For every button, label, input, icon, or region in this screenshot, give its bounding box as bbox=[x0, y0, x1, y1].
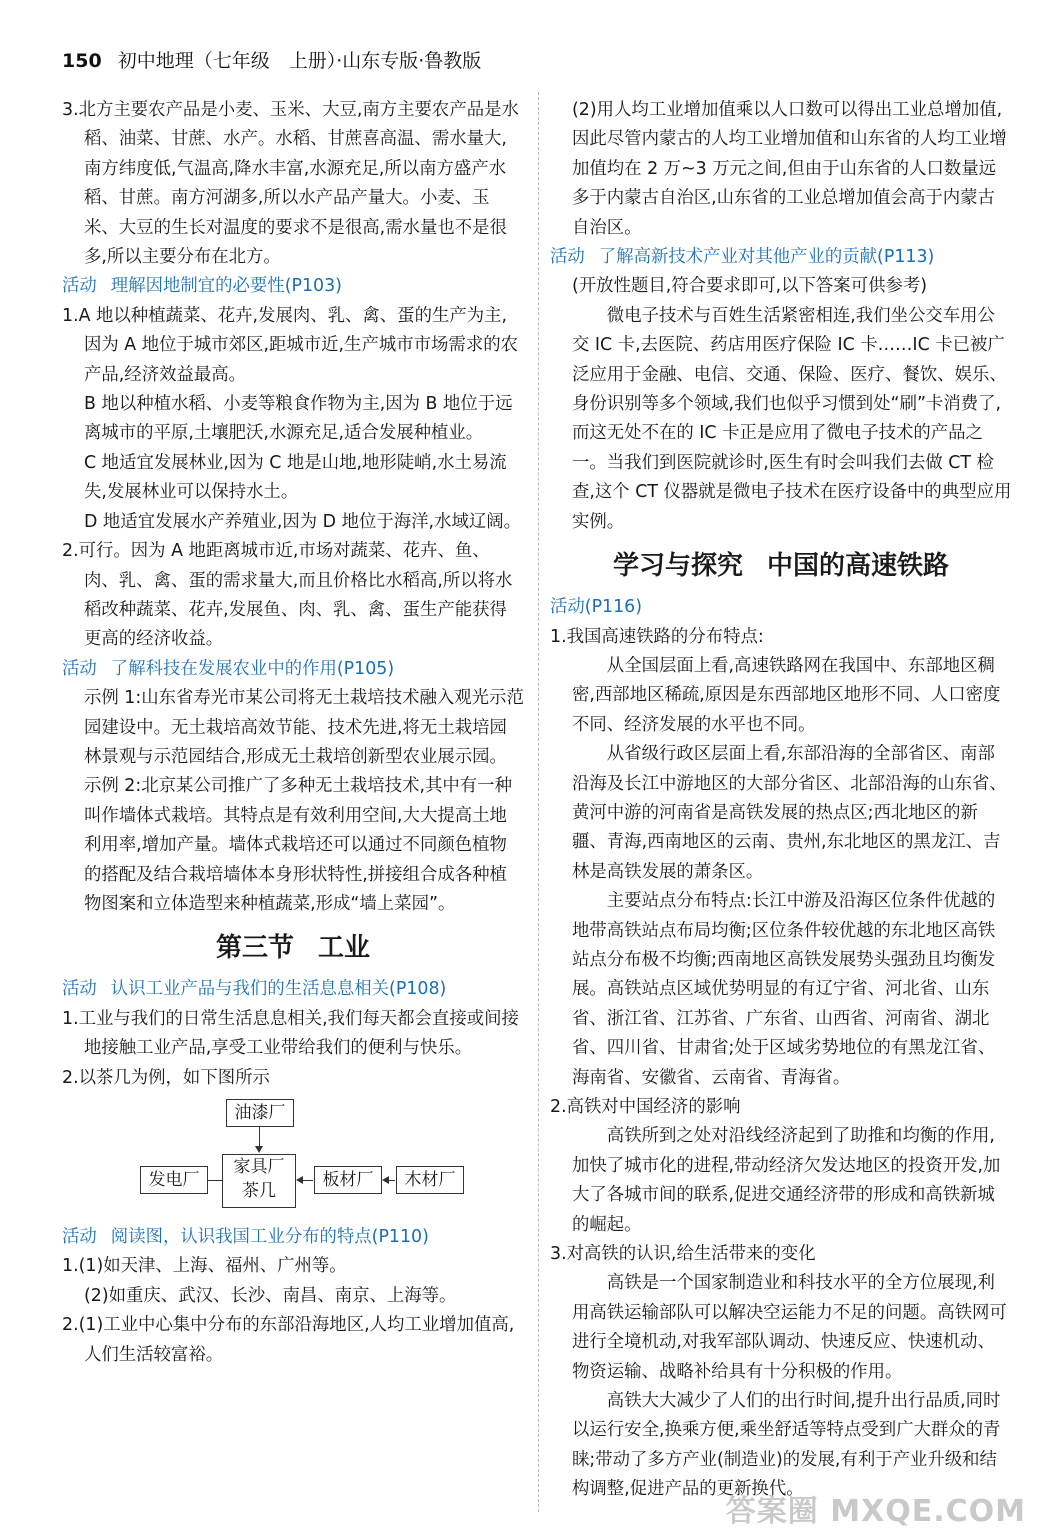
activity-tag: 活动 bbox=[62, 979, 97, 1000]
activity-tag: 活动 bbox=[550, 247, 585, 268]
power-plant-box: 发电厂 bbox=[140, 1166, 208, 1194]
arrow-head bbox=[255, 1146, 263, 1153]
section-title bbox=[62, 923, 524, 973]
answer-paragraph: (2)用人均工业增加值乘以人口数可以得出工业总增加值,因此尽管内蒙古的人均工业增加值和山东省的人均工业增加值均在 2 万~3 万元之间,但由于山东省的人口数量远多于内蒙古自治区,山东省的工业总增加值会高于内蒙古自治区。 bbox=[572, 100, 1007, 238]
activity-heading bbox=[62, 975, 524, 1004]
answer-paragraph: 示例 2:北京某公司推广了多种无土栽培技术,其中有一种叫作墙体式栽培。其特点是有效利用空间,大大提高土地利用率,增加产量。墙体式栽培还可以通过不同颜色植物的搭配及结合栽培墙体本身形状特性,拼接组合成各种植物图案和立体造型来种植蔬菜,形成“墙上菜园”。 bbox=[84, 776, 512, 914]
note-text: (开放性题目,符合要求即可,以下答案可供参考) bbox=[572, 276, 928, 297]
activity-tag: 活动 bbox=[62, 276, 97, 297]
page-number: 150 bbox=[62, 50, 102, 72]
arrow-line bbox=[389, 1180, 395, 1181]
activity-heading bbox=[62, 272, 524, 301]
furniture-factory-label: 家具厂 bbox=[233, 1157, 285, 1177]
answer-paragraph: 从全国层面上看,高速铁路网在我国中、东部地区稠密,西部地区稀疏,原因是东西部地区地形不同、人口密度不同、经济发展的水平也不同。 bbox=[572, 655, 1001, 735]
section-title bbox=[550, 541, 1012, 591]
board-factory-box: 板材厂 bbox=[314, 1166, 382, 1194]
activity-tag: 活动(P116) bbox=[550, 597, 643, 618]
paint-factory-box: 油漆厂 bbox=[226, 1099, 294, 1127]
arrow-line bbox=[208, 1180, 222, 1181]
tea-table-label: 茶几 bbox=[242, 1181, 276, 1201]
industry-flow-diagram bbox=[62, 1093, 524, 1223]
answer-paragraph: 高铁大大减少了人们的出行时间,提升出行品质,同时以运行安全,换乘方便,乘坐舒适等特点受到广大群众的青睐;带动了多方产业(制造业)的发展,有利于产业升级和结构调整,促进产品的更新换代。 bbox=[572, 1391, 1001, 1500]
activity-tag: 活动 bbox=[62, 1227, 97, 1247]
column-divider bbox=[538, 92, 539, 1512]
question-heading: 3.对高铁的认识,给生活带来的变化 bbox=[550, 1244, 816, 1265]
answer-paragraph: 2.可行。因为 A 地距离城市近,市场对蔬菜、花卉、鱼、肉、乳、禽、蛋的需求量大,而且价格比水稻高,所以将水稻改种蔬菜、花卉,发展鱼、肉、乳、禽、蛋生产能获得更高的经济收益。 bbox=[62, 541, 513, 650]
activity-heading bbox=[62, 1223, 524, 1252]
section-name: 工业 bbox=[318, 933, 371, 964]
answer-paragraph: 高铁是一个国家制造业和科技水平的全方位展现,利用高铁运输部队可以解决空运能力不足的问题。高铁网可进行全境机动,对我军部队调动、快速反应、快速机动、物资运输、战略补给具有十分积极的作用。 bbox=[572, 1273, 1007, 1382]
answer-paragraph: 2.(1)工业中心集中分布的东部沿海地区,人均工业增加值高,人们生活较富裕。 bbox=[62, 1315, 515, 1365]
activity-tag: 活动 bbox=[62, 658, 97, 679]
arrow-line bbox=[303, 1180, 313, 1181]
answer-paragraph: 从省级行政区层面上看,东部沿海的全部省区、南部沿海及长江中游地区的大部分省区、北部沿海的山东省、黄河中游的河南省是高铁发展的热点区;西北地区的新疆、青海,西南地区的云南、贵州,东北地区的黑龙江、吉林是高铁发展的萧条区。 bbox=[572, 744, 1007, 882]
book-title: 初中地理（七年级 上册）·山东专版·鲁教版 bbox=[117, 50, 482, 72]
answer-paragraph: 1.(1)如天津、上海、福州、广州等。 bbox=[62, 1256, 347, 1277]
answer-paragraph: 3.北方主要农产品是小麦、玉米、大豆,南方主要农产品是水稻、油菜、甘蔗、水产。水稻、甘蔗喜高温、需水量大,南方纬度低,气温高,降水丰富,水源充足,所以南方盛产水稻、甘蔗。南方河湖多,所以水产品产量大。小麦、玉米、大豆的生长对温度的要求不是很高,需水量也不是很多,所以主要分布在北方。 bbox=[62, 100, 519, 268]
activity-title: 阅读图，认识我国工业分布的特点(P110) bbox=[110, 1227, 429, 1247]
activity-title: 了解科技在发展农业中的作用(P105) bbox=[110, 658, 395, 679]
question-heading: 2.高铁对中国经济的影响 bbox=[550, 1097, 741, 1117]
watermark: 答案圈 MXQE.COM bbox=[725, 1494, 1026, 1529]
question-heading: 1.我国高速铁路的分布特点: bbox=[550, 626, 764, 647]
activity-title: 理解因地制宜的必要性(P103) bbox=[110, 276, 342, 297]
answer-paragraph: 示例 1:山东省寿光市某公司将无土栽培技术融入观光示范园建设中。无土栽培高效节能、技术先进,将无土栽培园林景观与示范园结合,形成无土栽培创新型农业展示园。 bbox=[84, 688, 524, 767]
arrow-head bbox=[296, 1176, 303, 1184]
furniture-factory-box bbox=[222, 1154, 296, 1208]
left-column bbox=[62, 96, 524, 1370]
activity-heading bbox=[550, 243, 1012, 272]
activity-title: 认识工业产品与我们的生活息息相关(P108) bbox=[110, 979, 447, 1000]
section-number: 第三节 bbox=[215, 933, 294, 964]
answer-paragraph: D 地适宜发展水产养殖业,因为 D 地位于海洋,水域辽阔。 bbox=[84, 511, 522, 532]
page-header bbox=[62, 46, 481, 73]
section-name: 中国的高速铁路 bbox=[767, 551, 950, 582]
answer-paragraph: 2.以茶几为例，如下图所示 bbox=[62, 1067, 270, 1088]
activity-heading bbox=[550, 593, 1012, 622]
activity-title: 了解高新技术产业对其他产业的贡献(P113) bbox=[598, 247, 935, 268]
answer-paragraph: C 地适宜发展林业,因为 C 地是山地,地形陡峭,水土易流失,发展林业可以保持水土。 bbox=[84, 452, 507, 503]
answer-paragraph: 1.A 地以种植蔬菜、花卉,发展肉、乳、禽、蛋的生产为主,因为 A 地位于城市郊区,距城市近,生产城市市场需求的农产品,经济效益最高。 bbox=[62, 305, 518, 385]
answer-paragraph: 微电子技术与百姓生活紧密相连,我们坐公交车用公交 IC 卡,去医院、药店用医疗保险 IC 卡……IC 卡已被广泛应用于金融、电信、交通、保险、医疗、餐饮、娱乐、身份识别等多个领域,我们也似乎习惯到处“刷”卡消费了,而这无处不在的 IC 卡正是应用了微电子技术的产品之一。当我们到医院就诊时,医生有时会叫我们去做 CT 检查,这个 CT 仪器就是微电子技术在医疗设备中的典型应用实例。 bbox=[572, 305, 1012, 532]
arrow-head bbox=[382, 1176, 389, 1184]
section-label: 学习与探究 bbox=[612, 551, 743, 582]
arrow-line bbox=[259, 1127, 260, 1147]
right-column bbox=[550, 96, 1012, 1505]
activity-heading bbox=[62, 655, 524, 684]
answer-paragraph: 主要站点分布特点:长江中游及沿海区位条件优越的地带高铁站点布局均衡;区位条件较优越的东北地区高铁站点分布极不均衡;西南地区高铁发展势头强劲且均衡发展。高铁站点区域优势明显的有辽宁省、河北省、山东省、浙江省、江苏省、广东省、山西省、河南省、湖北省、四川省、甘肃省;处于区域劣势地位的有黑龙江省、海南省、安徽省、云南省、青海省。 bbox=[572, 891, 996, 1088]
answer-paragraph: 1.工业与我们的日常生活息息相关,我们每天都会直接或间接地接触工业产品,享受工业带给我们的便利与快乐。 bbox=[62, 1008, 519, 1059]
answer-paragraph: (2)如重庆、武汉、长沙、南昌、南京、上海等。 bbox=[84, 1285, 457, 1306]
answer-paragraph: 高铁所到之处对沿线经济起到了助推和均衡的作用,加快了城市化的进程,带动经济欠发达地区的投资开发,加大了各城市间的联系,促进交通经济带的形成和高铁新城的崛起。 bbox=[572, 1126, 1001, 1235]
answer-paragraph: B 地以种植水稻、小麦等粮食作物为主,因为 B 地位于远离城市的平原,土壤肥沃,水源充足,适合发展种植业。 bbox=[84, 394, 513, 444]
wood-factory-box: 木材厂 bbox=[396, 1166, 464, 1194]
